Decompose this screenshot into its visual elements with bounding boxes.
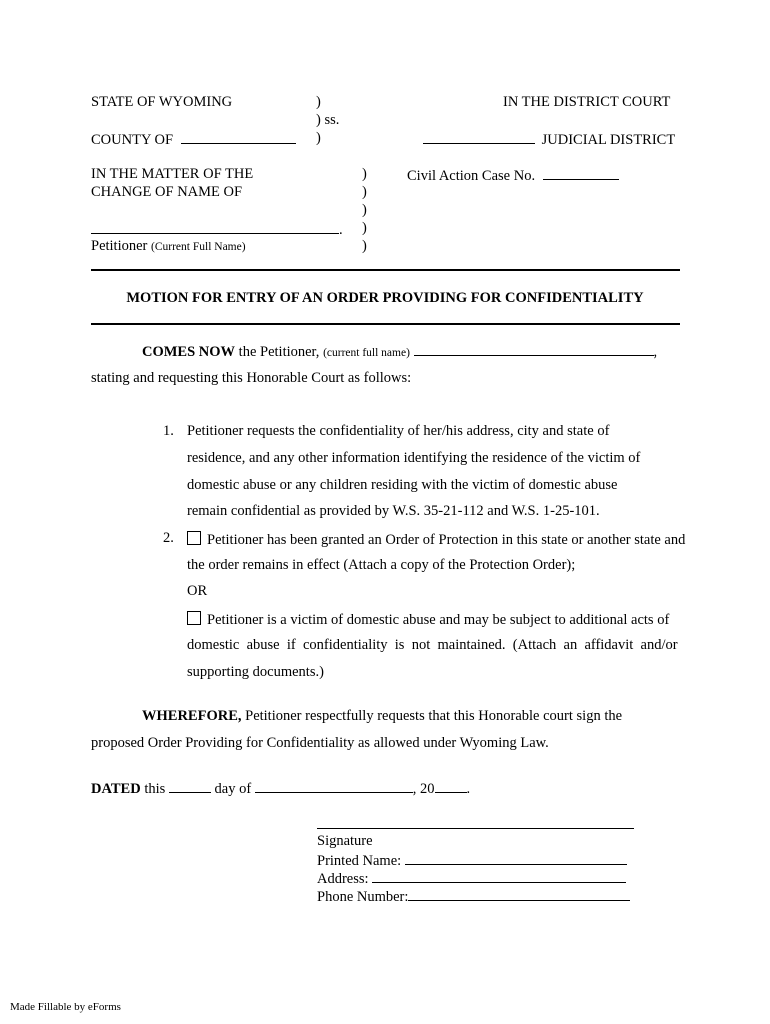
matter-line2: CHANGE OF NAME OF <box>91 184 243 200</box>
caption-paren: ) <box>362 238 367 254</box>
dated-bold: DATED <box>91 781 141 797</box>
dated-day-of: day of <box>214 781 252 797</box>
petitioner-label: Petitioner <box>91 238 148 254</box>
intro-comma: , <box>653 344 658 360</box>
order-of-protection-checkbox[interactable] <box>187 531 201 545</box>
signature-line[interactable] <box>317 828 634 829</box>
or-label: OR <box>187 583 208 599</box>
address-row <box>317 870 626 887</box>
footer-credit: Made Fillable by eForms <box>10 1001 121 1013</box>
phone-label: Phone Number: <box>317 889 409 905</box>
wherefore-line2: proposed Order Providing for Confidentiality as allowed under Wyoming Law. <box>91 735 549 751</box>
document-title: MOTION FOR ENTRY OF AN ORDER PROVIDING FOR CONFIDENTIALITY <box>126 290 644 306</box>
item1-line: Petitioner requests the confidentiality of her/his address, city and state of <box>187 423 610 439</box>
judicial-district-label: JUDICIAL DISTRICT <box>541 132 676 148</box>
item2-number: 2. <box>163 530 174 546</box>
dated-day-field[interactable] <box>169 780 211 793</box>
printed-name-row <box>317 852 627 869</box>
county-field[interactable] <box>181 131 296 144</box>
the-petitioner: the Petitioner, <box>238 344 320 360</box>
phone-field[interactable] <box>408 888 630 901</box>
petitioner-row <box>91 239 246 254</box>
caption-paren: ) <box>362 166 367 182</box>
dated-year-field[interactable] <box>435 780 467 793</box>
case-no-row <box>407 167 619 184</box>
printed-name-label: Printed Name: <box>317 853 402 869</box>
caption-paren: ) <box>316 130 321 146</box>
dated-row <box>91 780 470 797</box>
phone-row <box>317 888 630 905</box>
state-label: STATE OF WYOMING <box>91 94 233 110</box>
printed-name-field[interactable] <box>405 852 627 865</box>
caption-paren: ) <box>316 94 321 110</box>
ss-label: ) ss. <box>316 112 340 128</box>
dated-this: this <box>144 781 166 797</box>
county-row <box>91 131 296 148</box>
petitioner-name-row <box>91 221 343 238</box>
caption-paren: ) <box>362 202 367 218</box>
petitioner-note: (Current Full Name) <box>151 241 246 253</box>
petitioner-name-period: . <box>339 222 343 238</box>
intro-line1 <box>142 343 657 360</box>
item2-option-a-row <box>187 531 685 548</box>
dated-year-prefix: , 20 <box>412 781 435 797</box>
option-a-line2: the order remains in effect (Attach a copy of the Protection Order); <box>187 557 576 573</box>
address-field[interactable] <box>372 870 626 883</box>
dated-month-field[interactable] <box>255 780 413 793</box>
item1-line: remain confidential as provided by W.S. 35-21-112 and W.S. 1-25-101. <box>187 503 600 519</box>
court-label: IN THE DISTRICT COURT <box>503 94 671 110</box>
current-name-field[interactable] <box>414 343 654 356</box>
item1-number: 1. <box>163 423 174 439</box>
case-no-label: Civil Action Case No. <box>407 168 536 184</box>
item2-option-b-row <box>187 611 669 628</box>
caption-paren: ) <box>362 184 367 200</box>
judicial-district-row <box>423 131 675 148</box>
option-a-line1: Petitioner has been granted an Order of Protection in this state or another state and <box>207 532 686 548</box>
title-rule-top <box>91 269 680 271</box>
signature-label: Signature <box>317 833 373 849</box>
judicial-district-field[interactable] <box>423 131 535 144</box>
dated-end: . <box>466 781 471 797</box>
item1-line: domestic abuse or any children residing with the victim of domestic abuse <box>187 477 618 493</box>
option-b-line3: supporting documents.) <box>187 664 324 680</box>
wherefore-line1 <box>142 709 622 724</box>
case-no-field[interactable] <box>543 167 619 180</box>
wherefore-bold: WHEREFORE, <box>142 708 242 724</box>
current-name-note: (current full name) <box>323 347 410 359</box>
intro-line2: stating and requesting this Honorable Court as follows: <box>91 370 412 386</box>
petitioner-name-field[interactable] <box>91 221 339 234</box>
comes-now: COMES NOW <box>142 344 236 360</box>
caption-paren: ) <box>362 220 367 236</box>
county-label: COUNTY OF <box>91 132 174 148</box>
wherefore-rest: Petitioner respectfully requests that this Honorable court sign the <box>245 708 623 724</box>
title-rule-bottom <box>91 323 680 325</box>
option-b-line2: domestic abuse if confidentiality is not maintained. (Attach an affidavit and/or <box>187 637 678 653</box>
domestic-abuse-victim-checkbox[interactable] <box>187 611 201 625</box>
item1-line: residence, and any other information identifying the residence of the victim of <box>187 450 641 466</box>
matter-line1: IN THE MATTER OF THE <box>91 166 254 182</box>
option-b-line1: Petitioner is a victim of domestic abuse and may be subject to additional acts of <box>207 612 670 628</box>
address-label: Address: <box>317 871 369 887</box>
